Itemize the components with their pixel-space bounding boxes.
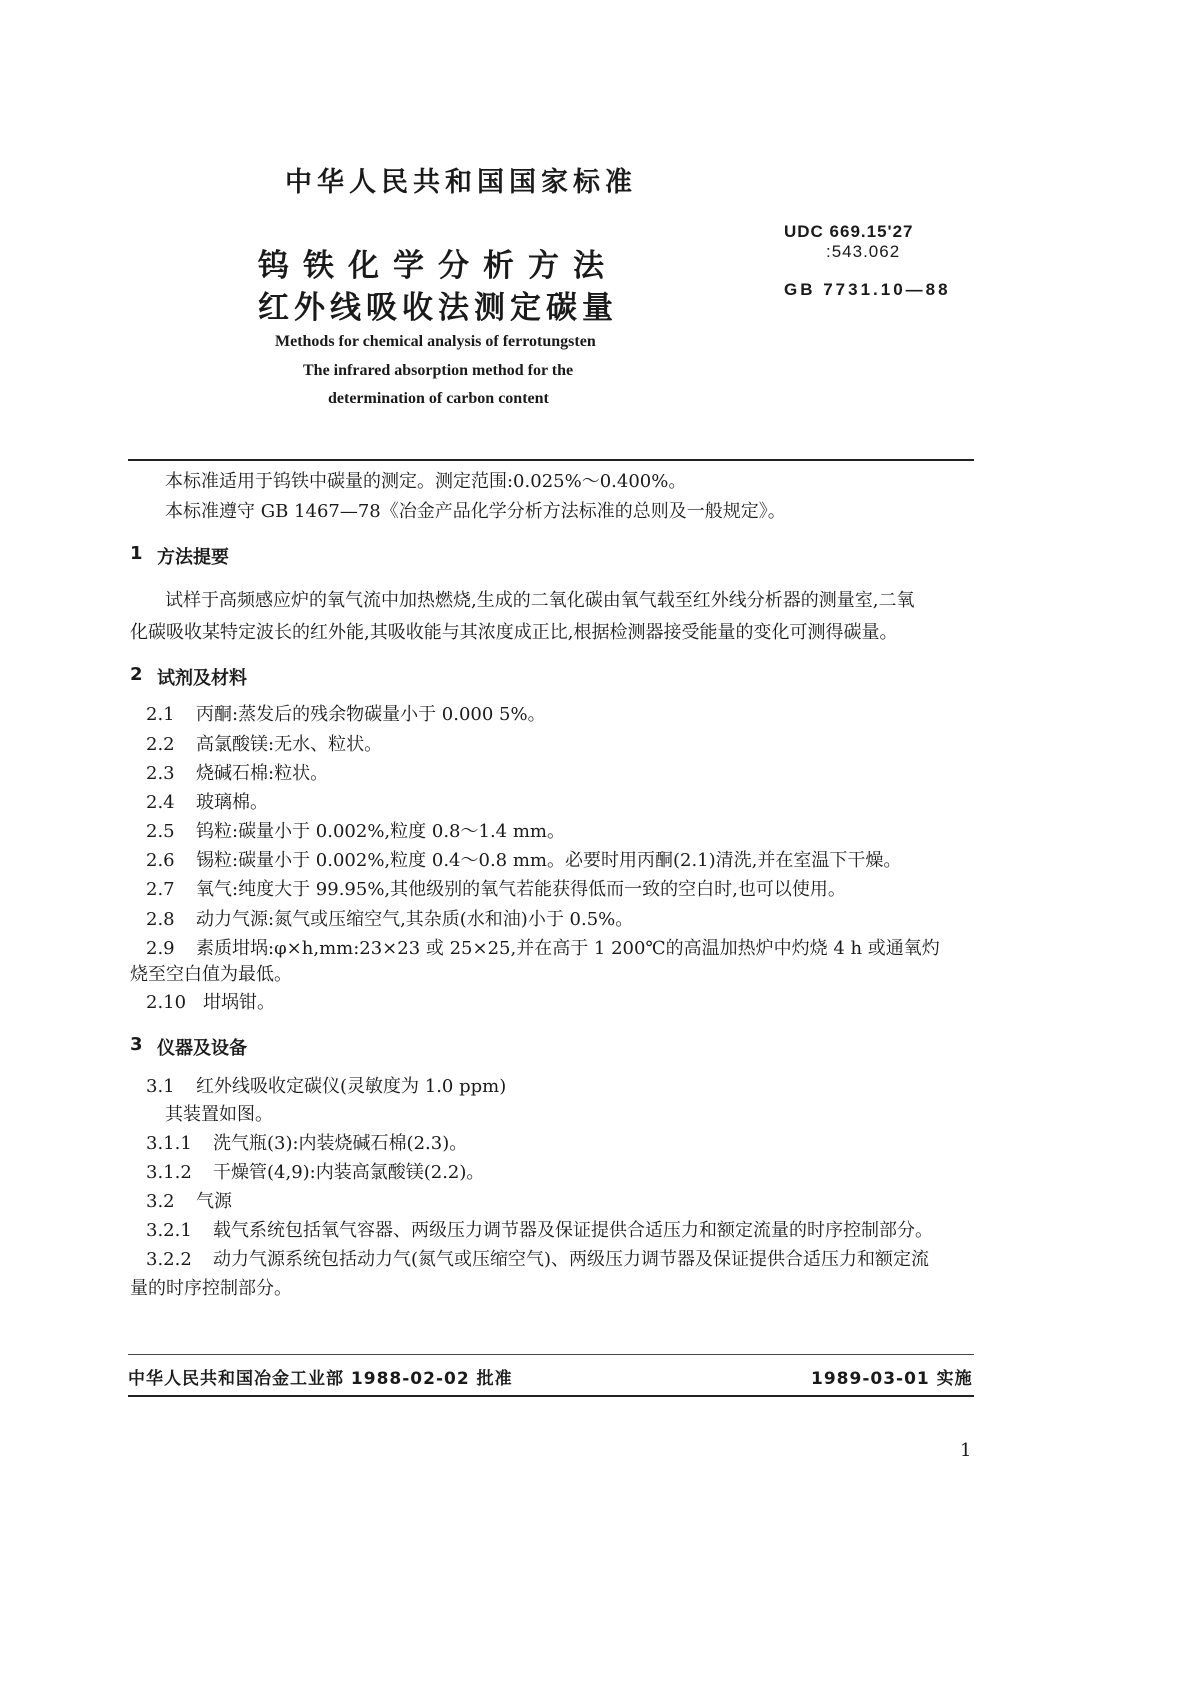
effective-date: 1989-03-01 实施 — [811, 1369, 973, 1389]
list-item-text: 高氯酸镁:无水、粒状。 — [196, 734, 383, 755]
english-title-line3: determination of carbon content — [328, 390, 549, 407]
document-title-line2: 红外线吸收法测定碳量 — [258, 290, 618, 326]
list-item-number: 2.9 — [146, 938, 175, 959]
list-item-text: 气源 — [196, 1191, 232, 1212]
section1-text-line1: 试样于高频感应炉的氧气流中加热燃烧,生成的二氧化碳由氧气载至红外线分析器的测量室,二氧 — [165, 590, 915, 611]
list-item-number: 2.8 — [146, 909, 175, 930]
list-item-text: 丙酮:蒸发后的残余物碳量小于 0.000 5%。 — [196, 704, 546, 725]
section1-text-line2: 化碳吸收某特定波长的红外能,其吸收能与其浓度成正比,根据检测器接受能量的变化可测得碳量。 — [130, 622, 898, 643]
approval-line: 中华人民共和国冶金工业部 1988-02-02 批准 — [128, 1369, 513, 1389]
header-divider — [128, 459, 974, 461]
list-item-text: 动力气源系统包括动力气(氮气或压缩空气)、两级压力调节器及保证提供合适压力和额定流 — [213, 1249, 930, 1270]
list-item-number: 3.1.2 — [146, 1162, 192, 1183]
list-item-text: 载气系统包括氧气容器、两级压力调节器及保证提供合适压力和额定流量的时序控制部分。 — [213, 1220, 933, 1241]
udc-code-line1: UDC 669.15'27 — [784, 222, 914, 241]
list-item-number: 2.5 — [146, 821, 175, 842]
issuer-title: 中华人民共和国国家标准 — [285, 167, 637, 198]
list-item-text: 动力气源:氮气或压缩空气,其杂质(水和油)小于 0.5%。 — [196, 909, 634, 930]
footer-divider-top — [128, 1354, 974, 1355]
list-item-text: 红外线吸收定碳仪(灵敏度为 1.0 ppm) — [196, 1076, 507, 1097]
english-title-line2: The infrared absorption method for the — [303, 362, 574, 379]
list-item-number: 2.2 — [146, 734, 175, 755]
section3-title: 仪器及设备 — [157, 1038, 247, 1059]
section3-number: 3 — [130, 1034, 143, 1055]
udc-code-line2: :543.062 — [826, 242, 901, 261]
list-item-number: 2.3 — [146, 763, 175, 784]
english-title-line1: Methods for chemical analysis of ferrotungsten — [275, 333, 596, 350]
list-item-continuation: 烧至空白值为最低。 — [130, 964, 292, 985]
list-item-number: 3.2.1 — [146, 1220, 192, 1241]
list-item-text: 烧碱石棉:粒状。 — [196, 763, 329, 784]
document-title-line1: 钨铁化学分析方法 — [258, 248, 618, 284]
intro-compliance: 本标准遵守 GB 1467—78《冶金产品化学分析方法标准的总则及一般规定》。 — [165, 501, 786, 522]
list-item-number: 2.7 — [146, 879, 175, 900]
list-item-number: 2.6 — [146, 850, 175, 871]
intro-scope: 本标准适用于钨铁中碳量的测定。测定范围:0.025%～0.400%。 — [165, 471, 687, 492]
list-item-continuation: 其装置如图。 — [165, 1104, 273, 1125]
list-item-text: 氧气:纯度大于 99.95%,其他级别的氧气若能获得低而一致的空白时,也可以使用。 — [196, 879, 846, 900]
list-item-number: 3.1 — [146, 1076, 175, 1097]
section1-title: 方法提要 — [157, 547, 229, 568]
list-item-text: 素质坩埚:φ×h,mm:23×23 或 25×25,并在高于 1 200℃的高温加热炉中灼烧 4 h 或通氧灼 — [196, 938, 940, 959]
section2-number: 2 — [130, 664, 143, 685]
footer-divider-bottom — [128, 1395, 974, 1397]
list-item-text: 洗气瓶(3):内装烧碱石棉(2.3)。 — [213, 1133, 468, 1154]
list-item-number: 2.1 — [146, 704, 175, 725]
list-item-text: 玻璃棉。 — [196, 792, 268, 813]
list-item-text: 锡粒:碳量小于 0.002%,粒度 0.4～0.8 mm。必要时用丙酮(2.1)清洗,并在室温下干燥。 — [196, 850, 902, 871]
list-item-number: 3.2.2 — [146, 1249, 192, 1270]
list-item-text: 坩埚钳。 — [203, 992, 275, 1013]
section2-title: 试剂及材料 — [157, 668, 247, 689]
page-number: 1 — [960, 1440, 972, 1461]
list-item-number: 2.4 — [146, 792, 175, 813]
list-item-number: 3.1.1 — [146, 1133, 192, 1154]
list-item-continuation: 量的时序控制部分。 — [130, 1278, 292, 1299]
list-item-number: 3.2 — [146, 1191, 175, 1212]
section1-number: 1 — [130, 543, 143, 564]
list-item-number: 2.10 — [146, 992, 187, 1013]
gb-code: GB 7731.10—88 — [784, 280, 951, 299]
list-item-text: 钨粒:碳量小于 0.002%,粒度 0.8～1.4 mm。 — [196, 821, 565, 842]
list-item-text: 干燥管(4,9):内装高氯酸镁(2.2)。 — [213, 1162, 485, 1183]
